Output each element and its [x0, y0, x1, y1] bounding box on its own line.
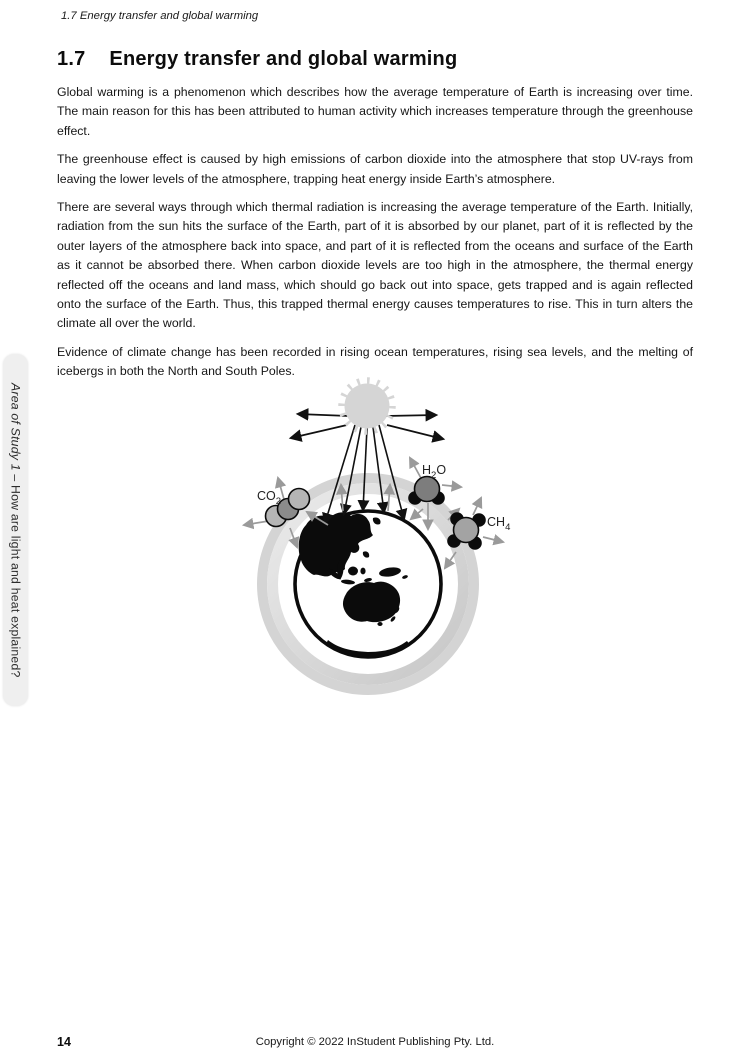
sun-beams [325, 425, 404, 523]
page-number: 14 [57, 1035, 71, 1049]
running-header: 1.7 Energy transfer and global warming [61, 10, 259, 22]
section-number: 1.7 [57, 48, 86, 70]
tasmania [377, 622, 382, 626]
sun-icon [342, 381, 393, 432]
main-content [57, 48, 693, 391]
area-of-study-tab [3, 354, 28, 706]
page-footer [0, 1033, 750, 1053]
body-text [57, 83, 693, 382]
greenhouse-effect-diagram [198, 368, 538, 708]
paragraph-2: The greenhouse effect is caused by high emissions of carbon dioxide into the atmosphere that stop UV-rays from leaving the lower levels of the atmosphere, trapping heat energy inside Earth’s atmosphere. [57, 152, 693, 186]
paragraph-1: Global warming is a phenomenon which describes how the average temperature of Earth is increasing over time. The main reason for this has been attributed to human activity which increases temperature through the greenhouse effect. [57, 85, 693, 138]
earth-globe [295, 511, 441, 657]
co2-label: $CO_2$ [257, 489, 282, 507]
section-title-text: Energy transfer and global warming [109, 48, 458, 70]
area-of-study-label [9, 383, 23, 678]
ch4-label: $CH_4$ [487, 515, 511, 533]
h2o-label: $H_2O$ [422, 463, 447, 481]
area-of-study-question: How are light and heat explained? [8, 484, 23, 678]
paragraph-4: Evidence of climate change has been recorded in rising ocean temperatures, rising sea levels, and the melting of icebergs in both the North and South Poles. [57, 344, 693, 379]
paragraph-3: There are several ways through which thermal radiation is increasing the average temperature of the Earth. Initially, radiation from the sun hits the surface of the Earth, part of it is absorbed by our planet, part of it is reflected by the outer layers of the atmosphere back into space, and part of it is reflected from the oceans and surface of the Earth as it cannot be absorbed there. When carbon dioxide levels are too high in the atmosphere, the thermal energy reflected off the oceans and land mass, which should go back out into space, gets trapped and is again reflected onto the surface of the Earth. Thus, this trapped thermal energy causes temperatures to rise. This in turn alters the climate all over the world. [57, 200, 693, 331]
copyright-notice: Copyright © 2022 InStudent Publishing Pty. Ltd. [255, 1036, 495, 1048]
area-of-study-prefix: Area of Study 1 – [8, 382, 23, 481]
section-title [57, 48, 693, 71]
